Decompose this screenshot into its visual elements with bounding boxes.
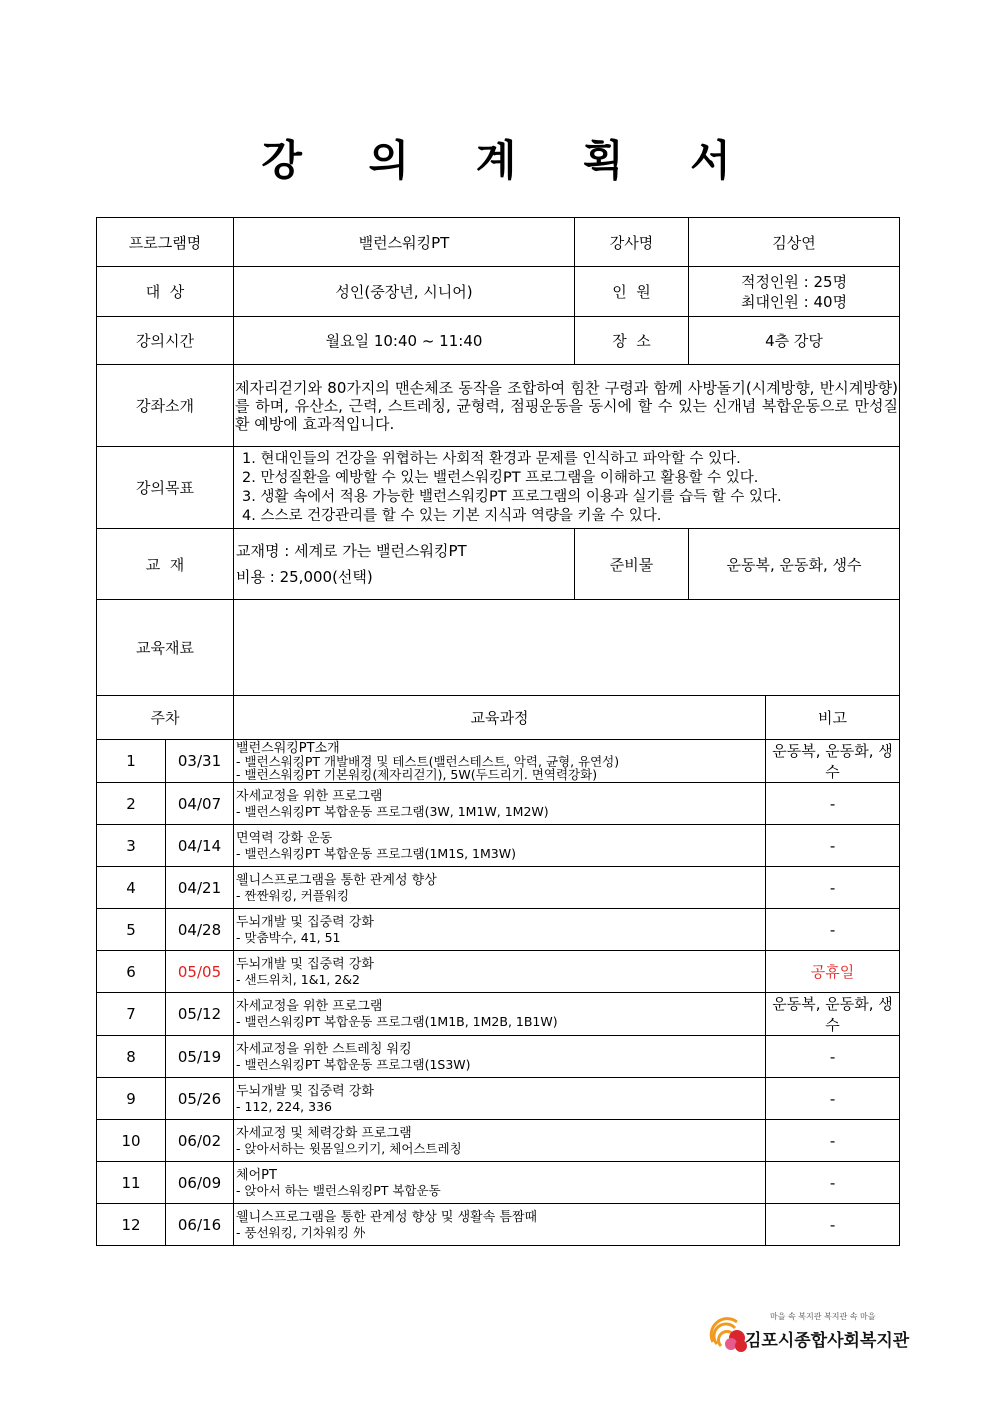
week-number: 4	[97, 867, 166, 909]
course-content	[234, 783, 766, 825]
note-value: -	[766, 1036, 900, 1078]
week-date: 04/14	[166, 825, 234, 867]
course-content	[234, 867, 766, 909]
schedule-row	[97, 1036, 900, 1078]
note-value: -	[766, 909, 900, 951]
week-number: 6	[97, 951, 166, 993]
note-value: 운동복, 운동화, 생수	[766, 993, 900, 1036]
note-value: -	[766, 867, 900, 909]
course-content	[234, 825, 766, 867]
week-date: 05/12	[166, 993, 234, 1036]
week-date: 05/19	[166, 1036, 234, 1078]
note-value: -	[766, 1120, 900, 1162]
schedule-row	[97, 1120, 900, 1162]
course-detail: - 앉아서하는 윗몸일으키기, 체어스트레칭	[236, 1140, 462, 1156]
week-number: 5	[97, 909, 166, 951]
capacity-line2: 최대인원 : 40명	[740, 292, 848, 311]
schedule-row	[97, 909, 900, 951]
note-value: 운동복, 운동화, 생수	[766, 740, 900, 783]
week-number: 3	[97, 825, 166, 867]
course-title: 두뇌개발 및 집중력 강화	[236, 1083, 374, 1099]
note-value: -	[766, 1162, 900, 1204]
course-content	[234, 1162, 766, 1204]
week-number: 2	[97, 783, 166, 825]
week-number: 9	[97, 1078, 166, 1120]
course-detail: - 맞춤박수, 41, 51	[236, 929, 341, 945]
textbook-label: 교 재	[97, 529, 234, 600]
goals-list	[234, 447, 900, 529]
course-title: 웰니스프로그램을 통한 관계성 향상 및 생활속 틈짬때	[236, 1209, 538, 1225]
week-number: 1	[97, 740, 166, 783]
course-detail: - 샌드위치, 1&1, 2&2	[236, 971, 360, 987]
course-title: 자세교정을 위한 프로그램	[236, 788, 383, 804]
course-detail: - 밸런스워킹PT 복합운동 프로그램(1S3W)	[236, 1056, 471, 1072]
week-header: 주차	[97, 696, 234, 740]
schedule-row	[97, 740, 900, 783]
week-date: 04/07	[166, 783, 234, 825]
course-detail: - 밸런스워킹PT 복합운동 프로그램(1M1S, 1M3W)	[236, 845, 516, 861]
schedule-row	[97, 1078, 900, 1120]
course-detail: - 밸런스워킹PT 기본워킹(제자리걷기), 5W(두드리기. 면역력강화)	[236, 766, 598, 782]
note-value: -	[766, 1078, 900, 1120]
course-content	[234, 1204, 766, 1246]
prep-label: 준비물	[575, 529, 689, 600]
textbook-name: 교재명 : 세계로 가는 밸런스워킹PT	[236, 542, 467, 560]
welfare-center-logo	[707, 1308, 910, 1362]
intro-label: 강좌소개	[97, 365, 234, 447]
note-value: -	[766, 825, 900, 867]
place-value: 4층 강당	[689, 317, 900, 365]
course-title: 자세교정 및 체력강화 프로그램	[236, 1125, 412, 1141]
textbook-value	[234, 529, 575, 600]
course-content	[234, 1078, 766, 1120]
course-title: 면역력 강화 운동	[236, 830, 333, 846]
page-title: 강 의 계 획 서	[261, 136, 757, 185]
course-detail: - 밸런스워킹PT 개발배경 및 테스트(밸런스테스트, 악력, 균형, 유연성)	[236, 753, 620, 769]
materials-value	[234, 600, 900, 696]
schedule-row	[97, 783, 900, 825]
course-title: 웰니스프로그램을 통한 관계성 향상	[236, 872, 437, 888]
week-date: 05/26	[166, 1078, 234, 1120]
course-content	[234, 951, 766, 993]
schedule-row	[97, 867, 900, 909]
course-content	[234, 1120, 766, 1162]
schedule-row	[97, 1162, 900, 1204]
goal-item: 4. 스스로 건강관리를 할 수 있는 기본 지식과 역량을 키울 수 있다.	[242, 507, 662, 524]
course-detail: - 짠짠워킹, 커플워킹	[236, 887, 350, 903]
course-content	[234, 909, 766, 951]
note-value: -	[766, 1204, 900, 1246]
note-value: -	[766, 783, 900, 825]
course-title: 자세교정을 위한 프로그램	[236, 999, 383, 1014]
intro-text: 제자리걷기와 80가지의 맨손체조 동작을 조합하여 힘찬 구령과 함께 사방돌기(시계방향, 반시계방향)를 하며, 유산소, 근력, 스트레칭, 균형력, 점핑운동을 동시에 할 수 있는 신개념 복합운동으로 만성질환 예방에 효과적입니다.	[234, 365, 900, 447]
week-number: 12	[97, 1204, 166, 1246]
schedule-row	[97, 1204, 900, 1246]
schedule-row	[97, 951, 900, 993]
course-title: 자세교정을 위한 스트레칭 워킹	[236, 1041, 412, 1057]
capacity-label: 인 원	[575, 267, 689, 317]
week-date: 06/16	[166, 1204, 234, 1246]
capacity-value	[689, 267, 900, 317]
target-value: 성인(중장년, 시니어)	[234, 267, 575, 317]
week-number: 8	[97, 1036, 166, 1078]
course-title: 밸런스워킹PT소개	[236, 740, 340, 756]
time-value: 월요일 10:40 ~ 11:40	[234, 317, 575, 365]
place-label: 장 소	[575, 317, 689, 365]
course-title: 두뇌개발 및 집중력 강화	[236, 956, 374, 972]
course-detail: - 밸런스워킹PT 복합운동 프로그램(1M1B, 1M2B, 1B1W)	[236, 1014, 558, 1029]
week-date: 03/31	[166, 740, 234, 783]
note-header: 비고	[766, 696, 900, 740]
week-date: 04/21	[166, 867, 234, 909]
goal-item: 1. 현대인들의 건강을 위협하는 사회적 환경과 문제를 인식하고 파악할 수 있다.	[242, 450, 741, 467]
logo-tagline: 마을 속 복지관 복지관 속 마을	[770, 1312, 876, 1321]
goal-item: 3. 생활 속에서 적용 가능한 밸런스워킹PT 프로그램의 이용과 실기를 습득 할 수 있다.	[242, 488, 782, 505]
week-number: 7	[97, 993, 166, 1036]
capacity-line1: 적정인원 : 25명	[740, 272, 848, 291]
course-detail: - 112, 224, 336	[236, 1098, 332, 1114]
schedule-row	[97, 825, 900, 867]
course-title: 두뇌개발 및 집중력 강화	[236, 914, 374, 930]
program-label: 프로그램명	[97, 218, 234, 267]
week-number: 10	[97, 1120, 166, 1162]
week-date: 04/28	[166, 909, 234, 951]
course-title: 체어PT	[236, 1167, 277, 1183]
schedule-rows	[97, 740, 900, 1246]
goals-label: 강의목표	[97, 447, 234, 529]
target-label: 대 상	[97, 267, 234, 317]
instructor-label: 강사명	[575, 218, 689, 267]
textbook-cost: 비용 : 25,000(선택)	[236, 568, 373, 586]
course-content	[234, 740, 766, 783]
week-number: 11	[97, 1162, 166, 1204]
schedule-row	[97, 993, 900, 1036]
note-value: 공휴일	[766, 951, 900, 993]
course-content	[234, 1036, 766, 1078]
course-detail: - 앉아서 하는 밸런스워킹PT 복합운동	[236, 1182, 441, 1198]
course-header: 교육과정	[234, 696, 766, 740]
week-date: 06/02	[166, 1120, 234, 1162]
course-detail: - 밸런스워킹PT 복합운동 프로그램(3W, 1M1W, 1M2W)	[236, 803, 549, 819]
week-date: 06/09	[166, 1162, 234, 1204]
materials-label: 교육재료	[97, 600, 234, 696]
course-detail: - 풍선워킹, 기차워킹 外	[236, 1224, 366, 1240]
logo-name: 김포시종합사회복지관	[745, 1331, 910, 1351]
time-label: 강의시간	[97, 317, 234, 365]
goal-item: 2. 만성질환을 예방할 수 있는 밸런스워킹PT 프로그램을 이해하고 활용할 수 있다.	[242, 469, 759, 486]
prep-value: 운동복, 운동화, 생수	[689, 529, 900, 600]
lecture-plan-table	[96, 217, 900, 1246]
instructor-value: 김상연	[689, 218, 900, 267]
program-value: 밸런스워킹PT	[234, 218, 575, 267]
week-date: 05/05	[166, 951, 234, 993]
course-content	[234, 993, 766, 1036]
